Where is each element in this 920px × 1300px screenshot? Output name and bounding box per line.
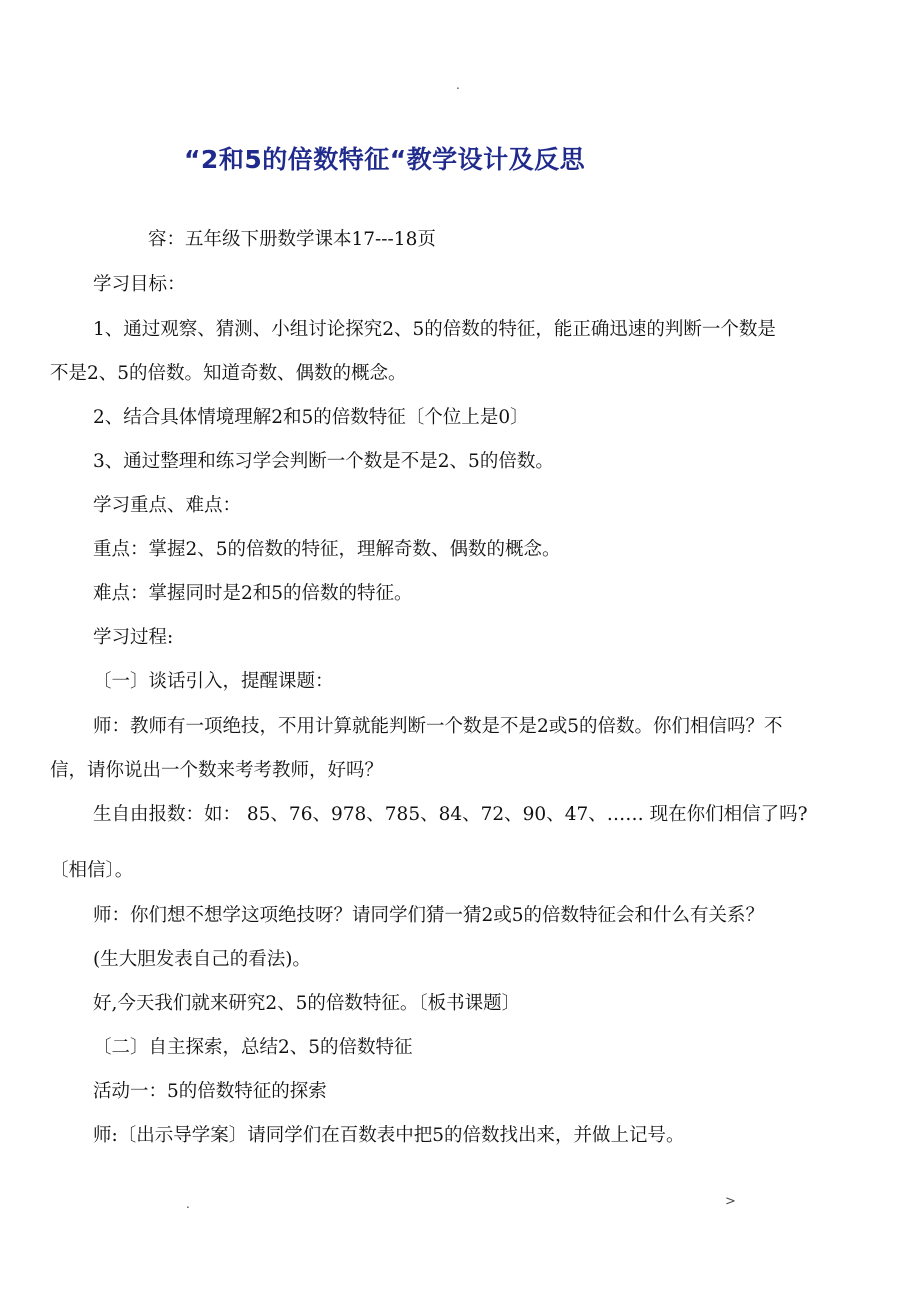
step-2-heading: 〔二〕自主探索，总结2、5的倍数特征: [93, 1037, 413, 1058]
teacher-line-2: 师：你们想不想学这项绝技呀？请同学们猜一猜2或5的倍数特征会和什么有关系？: [93, 905, 765, 926]
objective-3: 3、通过整理和练习学会判断一个数是不是2、5的倍数。: [93, 451, 554, 472]
section-heading-objectives: 学习目标：: [93, 274, 186, 295]
student-response: 〔相信〕。: [50, 860, 134, 881]
teacher-line-1-cont: 信，请你说出一个数来考考教师，好吗？: [50, 760, 384, 781]
student-report-line: 生自由报数：如： 85、76、978、785、84、72、90、47、…… 现在你们相信了吗?: [93, 804, 808, 825]
objective-1-line-1: 1、通过观察、猜测、小组讨论探究2、5的倍数的特征，能正确迅速的判断一个数是: [93, 319, 776, 340]
footer-right-mark: >: [725, 1194, 736, 1209]
footer-left-mark: .: [186, 1197, 190, 1211]
content-scope-line: 容：五年级下册数学课本17---18页: [148, 229, 436, 250]
teacher-line-1: 师：教师有一项绝技，不用计算就能判断一个数是不是2或5的倍数。你们相信吗？不: [93, 716, 783, 737]
step-1-heading: 〔一〕谈话引入，提醒课题：: [93, 671, 334, 692]
objective-2: 2、结合具体情境理解2和5的倍数特征〔个位上是0〕: [93, 407, 529, 428]
objective-1-line-2: 不是2、5的倍数。知道奇数、偶数的概念。: [50, 363, 407, 384]
activity-1-heading: 活动一：5的倍数特征的探索: [93, 1081, 327, 1102]
difficult-point: 难点：掌握同时是2和5的倍数的特征。: [93, 583, 413, 604]
key-point: 重点：掌握2、5的倍数的特征，理解奇数、偶数的概念。: [93, 539, 561, 560]
section-heading-key-points: 学习重点、难点：: [93, 495, 242, 516]
teacher-instruction-line: 师:〔出示导学案〕请同学们在百数表中把5的倍数找出来，并做上记号。: [93, 1125, 685, 1146]
document-title: “2和5的倍数特征“教学设计及反思: [184, 145, 586, 174]
header-mark: .: [456, 78, 460, 92]
section-heading-process: 学习过程:: [93, 627, 174, 648]
student-opinion-line: (生大胆发表自己的看法)。: [93, 949, 311, 970]
topic-intro-line: 好,今天我们就来研究2、5的倍数特征。〔板书课题〕: [93, 993, 521, 1014]
